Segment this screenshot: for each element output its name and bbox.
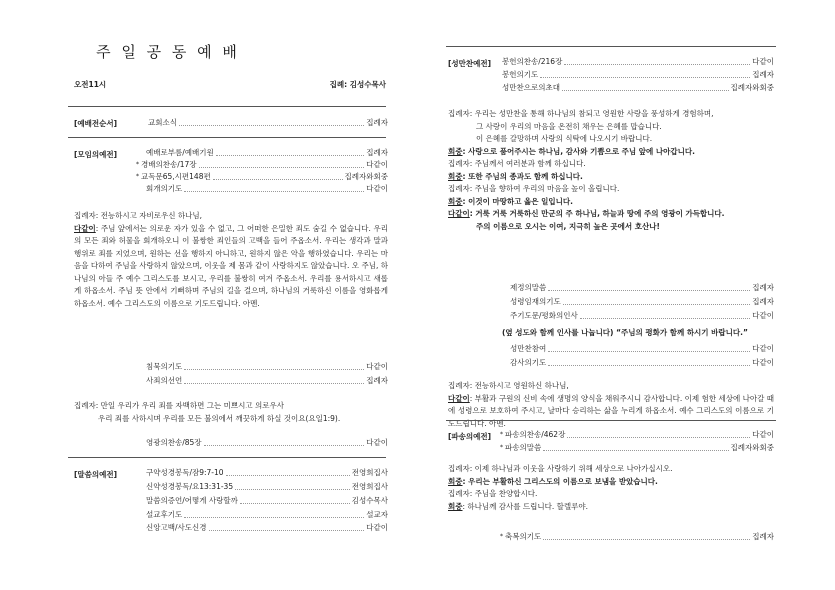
order-item bbox=[146, 510, 388, 520]
leader-line: 집례자: 주님을 향하여 우리의 마음을 높이 올립니다. bbox=[448, 184, 620, 193]
standing-mark: * bbox=[136, 173, 139, 180]
prayer-text: : 주님 앞에서는 의로운 자가 있을 수 없고, 그 어떠한 은밀한 죄도 숨길 수 없습니다. 우리의 모든 죄와 허물을 회개하오니 이 불쌍한 죄인들의 고백을 들어 주옵소서. 우리는 생각과 말과 행위로 죄를 지었으며, 원하는 선을 행하지 아니하고, 원하지 않은 악을 행하였습니다. 우리는 마음을 다하여 주님을 사랑하지 않았으며, 이웃을 제 몸과 같이 사랑하지도 않았습니다. 오 주님, 하나님의 아들 주 예수 그리스도를 보시고, 우리를 불쌍히 여겨 주옵소서. 우리를 용서하시고 새롭게 하옵소서. 주님 뜻 안에서 기뻐하며 주님의 길을 걸으며, 하나님의 거룩하신 이름을 영화롭게 하옵소서. 예수 그리스도의 이름으로 기도드립니다. 아멘. bbox=[74, 223, 388, 308]
communion-invitation bbox=[448, 108, 774, 233]
order-item bbox=[146, 468, 388, 478]
item-leader: 집례자와회중 bbox=[730, 443, 774, 452]
role-label: 다같이 bbox=[74, 223, 96, 233]
item-leader: 다같이 bbox=[366, 184, 388, 193]
role-label: 회중 bbox=[448, 476, 463, 486]
leader-line: 집례자: 전능하시고 자비로우신 하나님, bbox=[74, 211, 202, 220]
item-leader: 집례자 bbox=[752, 283, 774, 292]
item-leader: 집례자와회중 bbox=[730, 83, 774, 92]
section-communion: [성만찬예전] bbox=[448, 59, 492, 68]
leader-line: 집례자: 이제 하나님과 이웃을 사랑하기 위해 세상으로 나아가십시오. bbox=[448, 464, 673, 473]
order-item bbox=[510, 358, 774, 368]
service-leader: 집례: 김성수목사 bbox=[329, 80, 386, 89]
order-item bbox=[510, 344, 774, 354]
item-leader: 다같이 bbox=[752, 311, 774, 320]
item-leader: 집례자 bbox=[366, 148, 388, 157]
role-label: 회중 bbox=[448, 146, 463, 156]
item-title: 경배의찬송/17장 bbox=[141, 160, 197, 169]
standing-mark: * bbox=[500, 431, 503, 438]
divider bbox=[68, 137, 386, 138]
all-line bbox=[448, 393, 774, 431]
role-label: 다같이 bbox=[448, 209, 470, 218]
order-item bbox=[500, 430, 774, 440]
order-item bbox=[146, 362, 388, 372]
response-text: : 사랑으로 품어주시는 하나님, 감사와 기쁨으로 주님 앞에 나아갑니다. bbox=[462, 146, 695, 156]
divider bbox=[68, 457, 386, 458]
response-text: : 우리는 부활하신 그리스도의 이름으로 보냄을 받았습니다. bbox=[462, 476, 658, 486]
page-title: 주 일 공 동 예 배 bbox=[96, 43, 240, 61]
item-title: 사죄의선언 bbox=[146, 376, 183, 385]
item-title: 예배로부름/예배기원 bbox=[146, 148, 214, 157]
item-leader: 전영희집사 bbox=[351, 468, 388, 477]
item-leader: 다같이 bbox=[366, 523, 388, 532]
order-item bbox=[510, 311, 774, 321]
sending-words bbox=[448, 463, 774, 513]
order-item bbox=[502, 57, 774, 67]
item-leader: 집례자와회중 bbox=[344, 172, 388, 181]
role-label: 회중 bbox=[448, 196, 463, 206]
thanksgiving-prayer bbox=[448, 380, 774, 430]
item-title: 축복의기도 bbox=[505, 532, 542, 541]
response-text: : 또한 주님의 종과도 함께 하십니다. bbox=[462, 171, 583, 181]
standing-mark: * bbox=[500, 444, 503, 451]
order-item bbox=[500, 532, 774, 542]
congregation-line bbox=[74, 223, 388, 311]
item-title: 파송의말씀 bbox=[505, 443, 542, 452]
section-gathering: [모임의예전] bbox=[74, 150, 118, 159]
item-leader: 다같이 bbox=[366, 160, 388, 169]
confession-prayer bbox=[74, 210, 388, 310]
order-item bbox=[510, 297, 774, 307]
order-item bbox=[146, 376, 388, 386]
item-title: 성만찬으로의초대 bbox=[502, 83, 560, 92]
order-item bbox=[136, 172, 388, 182]
prayer-text: : 부활과 구원의 신비 속에 생명의 양식을 채워주시니 감사합니다. 이제 험한 세상에 나아갈 때에 성령으로 보호하여 주시고, 날마다 승리하는 삶을 누리게 하옵소서. 예수 그리스도의 이름으로 기도드립니다. 아멘. bbox=[448, 393, 774, 428]
item-leader: 다같이 bbox=[366, 362, 388, 371]
absolution bbox=[74, 400, 388, 425]
leader-line: 집례자: 만일 우리가 우리 죄를 자백하면 그는 미쁘시고 의로우사 bbox=[74, 401, 284, 410]
item-title: 감사의기도 bbox=[510, 358, 547, 367]
order-item bbox=[146, 438, 388, 448]
order-item bbox=[502, 70, 774, 80]
standing-mark: * bbox=[136, 161, 139, 168]
item-title: 봉헌의기도 bbox=[502, 70, 539, 79]
leader-line: 집례자: 전능하시고 영원하신 하나님, bbox=[448, 381, 569, 390]
divider bbox=[68, 106, 386, 107]
order-item bbox=[146, 482, 388, 492]
divider bbox=[446, 420, 776, 421]
section-sending: [파송의예전] bbox=[448, 432, 492, 441]
all-line bbox=[448, 208, 774, 221]
section-pre-service: [예배전순서] bbox=[74, 119, 118, 128]
item-title: 영광의찬송/85장 bbox=[146, 438, 202, 447]
item-title: 교회소식 bbox=[148, 118, 177, 127]
item-title: 설교후기도 bbox=[146, 510, 183, 519]
item-title: 파송의찬송/462장 bbox=[505, 430, 566, 439]
congregation-line bbox=[448, 501, 774, 514]
item-title: 봉헌의찬송/216장 bbox=[502, 57, 563, 66]
service-time: 오전11시 bbox=[74, 80, 107, 89]
divider bbox=[446, 46, 776, 47]
role-label: 회중 bbox=[448, 171, 463, 181]
section-word: [말씀의예전] bbox=[74, 470, 118, 479]
item-leader: 다같이 bbox=[752, 57, 774, 66]
item-leader: 다같이 bbox=[752, 430, 774, 439]
role-label: 다같이 bbox=[448, 393, 470, 403]
order-item bbox=[146, 496, 388, 506]
congregation-line bbox=[448, 146, 774, 159]
order-item bbox=[500, 443, 774, 453]
item-title: 주기도문/평화의인사 bbox=[510, 311, 578, 320]
congregation-line bbox=[448, 171, 774, 184]
item-title: 신앙고백/사도신경 bbox=[146, 523, 207, 532]
leader-line: 집례자: 주님께서 여러분과 함께 하십니다. bbox=[448, 159, 586, 168]
role-label: 회중 bbox=[448, 501, 463, 511]
item-leader: 김성수목사 bbox=[351, 496, 388, 505]
item-title: 제정의말씀 bbox=[510, 283, 547, 292]
item-leader: 전영희집사 bbox=[351, 482, 388, 491]
item-leader: 집례자 bbox=[752, 70, 774, 79]
leader-line: 집례자: 주님을 찬양합시다. bbox=[448, 489, 538, 498]
all-line: 주의 이름으로 오시는 이여, 지극히 높은 곳에서 호산나! bbox=[476, 221, 660, 231]
order-item bbox=[502, 83, 774, 93]
item-title: 침묵의기도 bbox=[146, 362, 183, 371]
item-title: 신약성경봉독/요13:31-35 bbox=[146, 482, 234, 491]
item-title: 회개의기도 bbox=[146, 184, 183, 193]
response-text: : 이것이 마땅하고 옳은 일입니다. bbox=[462, 196, 573, 206]
peace-greeting: (옆 성도와 함께 인사를 나눕니다) “주님의 평화가 함께 하시기 바랍니다.” bbox=[502, 328, 748, 337]
scripture-line: 우리 죄를 사하시며 우리를 모든 불의에서 깨끗하게 하실 것이요(요일1:9). bbox=[98, 413, 341, 423]
item-leader: 집례자 bbox=[366, 118, 388, 127]
order-item bbox=[146, 184, 388, 194]
item-leader: 집례자 bbox=[752, 532, 774, 541]
congregation-line bbox=[448, 476, 774, 489]
congregation-line bbox=[448, 196, 774, 209]
item-leader: 설교자 bbox=[366, 510, 388, 519]
item-leader: 집례자 bbox=[366, 376, 388, 385]
order-item bbox=[148, 118, 388, 128]
leader-line: 그 사랑이 우리의 마음을 온전히 채우는 은혜를 맙습니다. bbox=[476, 121, 662, 131]
item-title: 교독문65,시편148편 bbox=[141, 172, 211, 181]
item-leader: 다같이 bbox=[752, 344, 774, 353]
leader-line: 이 은혜를 갈망하며 사랑의 식탁에 나오시기 바랍니다. bbox=[476, 134, 653, 143]
order-item bbox=[146, 523, 388, 533]
leader-line: 집례자: 우리는 성만찬을 통해 하나님의 참되고 영원한 사랑을 풍성하게 경험하며, bbox=[448, 109, 714, 118]
item-leader: 다같이 bbox=[366, 438, 388, 447]
order-item bbox=[136, 160, 388, 170]
item-leader: 다같이 bbox=[752, 358, 774, 367]
item-title: 성만찬참여 bbox=[510, 344, 547, 353]
item-title: 성령임재의기도 bbox=[510, 297, 561, 306]
order-item bbox=[510, 283, 774, 293]
item-title: 구약성경봉독/잠9:7-10 bbox=[146, 468, 224, 477]
item-leader: 집례자 bbox=[752, 297, 774, 306]
item-title: 말씀의증언/어떻게 사랑할까 bbox=[146, 496, 238, 505]
response-text: : 하나님께 감사를 드립니다. 할렐루야. bbox=[462, 501, 589, 511]
response-text: : 거룩 거룩 거룩하신 만군의 주 하나님, 하늘과 땅에 주의 영광이 가득합니다. bbox=[469, 209, 725, 218]
order-item bbox=[146, 148, 388, 158]
standing-mark: * bbox=[500, 533, 503, 540]
